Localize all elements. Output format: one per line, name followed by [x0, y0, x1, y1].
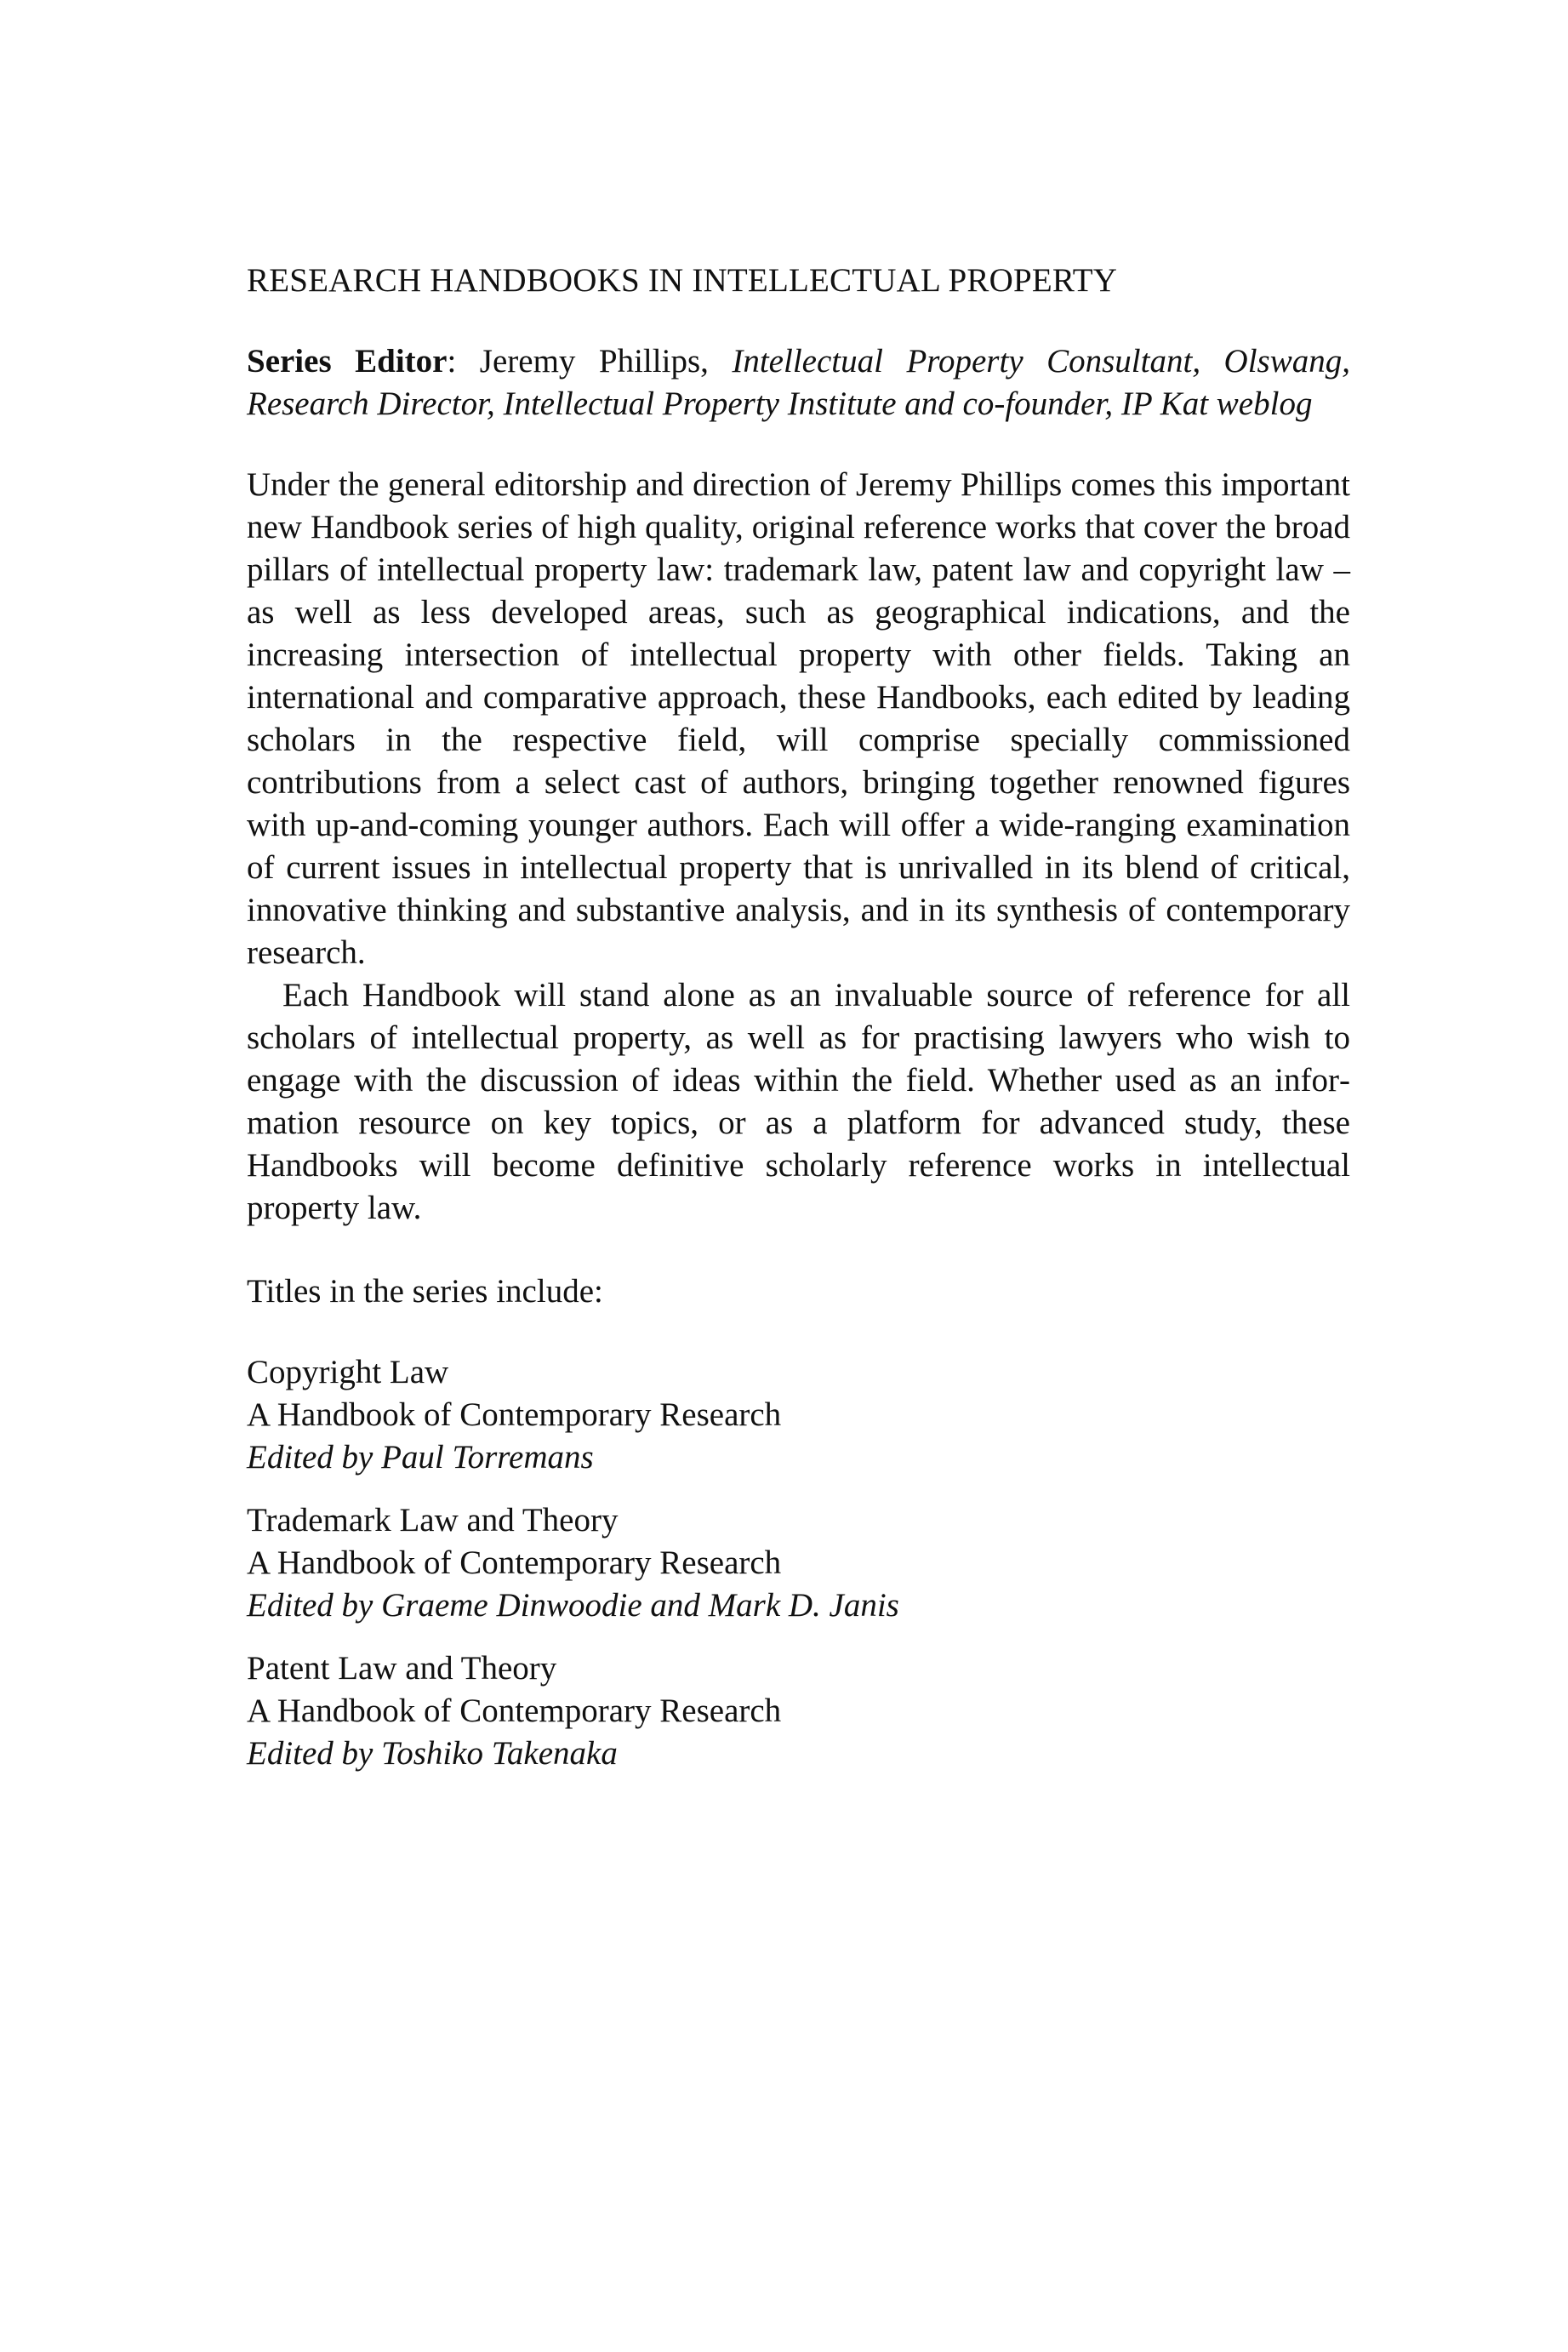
- series-page: [247, 260, 1350, 1795]
- title-editors: Edited by Graeme Dinwoodie and Mark D. Janis: [247, 1587, 899, 1624]
- description-paragraph-1: Under the general editorship and direction of Jeremy Phillips comes this important new Handbook series of high quality, original reference works that cover the broad pillars of intellectual property law: trademark law, patent law and copyright law – as well as less developed areas, such as geographical indications, and the increasing intersection of intellectual property with other fields. Taking an international and comparative approach, these Handbooks, each edited by leading scholars in the respective field, will comprise specially commissioned contributions from a select cast of authors, bringing together renowned figures with up-and-coming younger authors. Each will offer a wide-ranging examination of current issues in intellectual property that is unrivalled in its blend of critical, innovative thinking and substantive analysis, and in its synthesis of contemporary research.: [247, 466, 1350, 971]
- title-entry: [247, 1499, 1350, 1627]
- title-name: Trademark Law and Theory: [247, 1502, 619, 1539]
- title-subtitle: A Handbook of Contemporary Research: [247, 1396, 782, 1433]
- series-editor-label: Series Editor: [247, 343, 448, 380]
- description-paragraph-2: Each Handbook will stand alone as an invaluable source of reference for all scholars of intellectual property, as well as for practising lawyers who wish to engage with the discussion of ideas within the field. Whether used as an information resource on key topics, or as a platform for advanced study, these Handbooks will become definitive scholarly reference works in intellectual property law.: [247, 977, 1350, 1226]
- title-editors: Edited by Toshiko Takenaka: [247, 1735, 618, 1772]
- title-editors: Edited by Paul Torremans: [247, 1439, 594, 1476]
- series-editor-credit: [247, 340, 1350, 425]
- title-entry: [247, 1351, 1350, 1479]
- series-title: RESEARCH HANDBOOKS IN INTELLECTUAL PROPERTY: [247, 262, 1118, 299]
- series-editor-name: Jeremy Phillips,: [456, 343, 733, 380]
- series-editor-separator: :: [447, 343, 457, 380]
- title-name: Patent Law and Theory: [247, 1650, 557, 1687]
- title-subtitle: A Handbook of Contemporary Research: [247, 1544, 782, 1581]
- title-entry: [247, 1647, 1350, 1775]
- title-subtitle: A Handbook of Contemporary Research: [247, 1693, 782, 1729]
- titles-intro: Titles in the series include:: [247, 1273, 603, 1310]
- series-editor-role: Intellectual Property Consultant, Olswang, Research Director, Intellectual Property Institute and co-founder, IP Kat weblog: [247, 343, 1350, 422]
- title-name: Copyright Law: [247, 1354, 449, 1390]
